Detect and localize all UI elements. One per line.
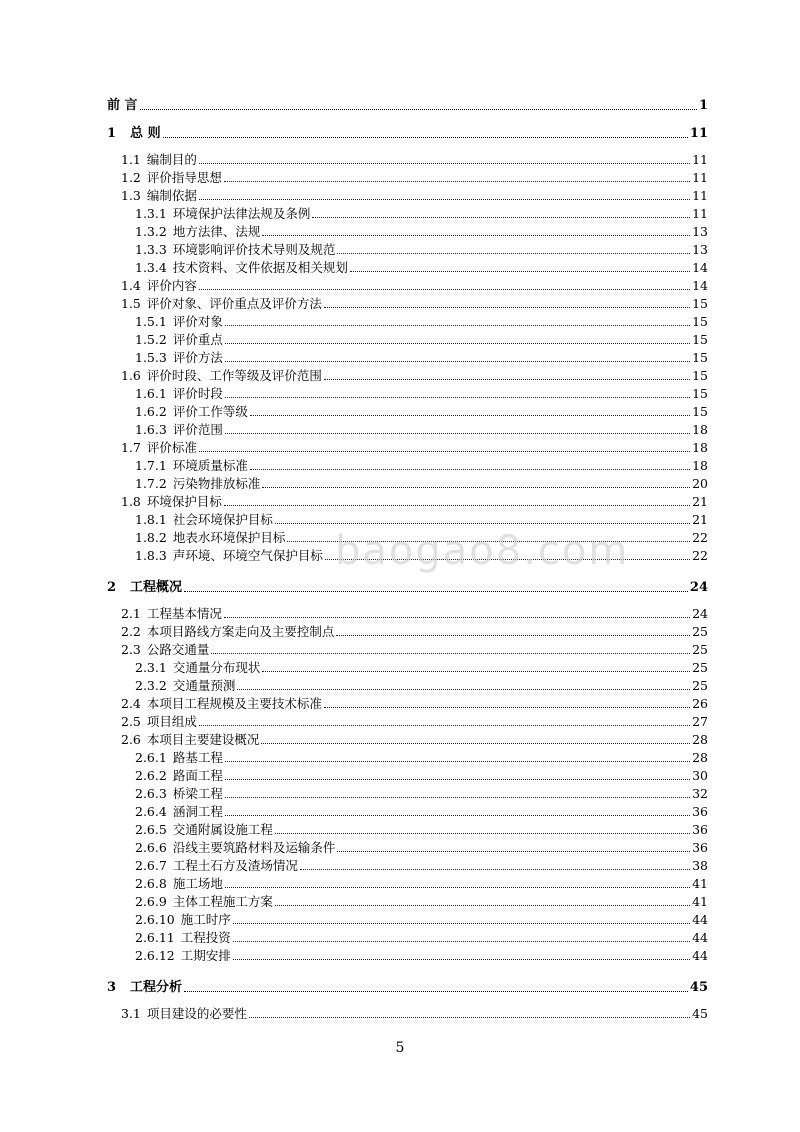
toc-entry[interactable] — [135, 658, 708, 676]
toc-entry-number: 1 — [107, 126, 117, 141]
toc-dot-leader — [337, 851, 690, 852]
toc-dot-leader — [199, 163, 690, 164]
toc-entry-page: 20 — [692, 476, 708, 491]
toc-entry-title: 主体工程施工方案 — [172, 894, 273, 909]
toc-entry-number: 2 — [107, 580, 117, 595]
toc-dot-leader — [261, 743, 690, 744]
toc-dot-leader — [211, 653, 690, 654]
toc-dot-leader — [262, 671, 690, 672]
toc-dot-leader — [224, 181, 690, 182]
toc-entry-number: 3.1 — [121, 1006, 141, 1021]
toc-entry[interactable] — [107, 578, 708, 596]
toc-entry[interactable] — [135, 528, 708, 546]
toc-entry-page: 32 — [692, 786, 708, 801]
toc-entry[interactable] — [121, 640, 708, 658]
toc-dot-leader — [184, 991, 688, 992]
toc-entry-title: 污染物排放标准 — [172, 476, 261, 491]
toc-entry-page: 25 — [692, 624, 708, 639]
toc-entry-number: 2.6.5 — [135, 822, 167, 837]
toc-entry-page: 24 — [692, 606, 708, 621]
toc-entry-title: 工程分析 — [130, 980, 183, 995]
toc-dot-leader — [324, 307, 690, 308]
toc-entry-page: 30 — [692, 768, 708, 783]
toc-dot-leader — [225, 761, 690, 762]
toc-entry-number: 1.7 — [121, 440, 141, 455]
toc-entry[interactable] — [135, 784, 708, 802]
toc-entry-title: 本项目路线方案走向及主要控制点 — [146, 624, 335, 639]
toc-entry-page: 38 — [692, 858, 708, 873]
toc-entry-title: 声环境、环境空气保护目标 — [172, 548, 323, 563]
toc-dot-leader — [199, 451, 690, 452]
toc-dot-leader — [312, 217, 690, 218]
toc-dot-leader — [225, 815, 690, 816]
toc-entry-page: 36 — [692, 804, 708, 819]
toc-entry-number: 1.3 — [121, 188, 141, 203]
toc-entry[interactable] — [107, 96, 708, 114]
toc-entry-title: 地表水环境保护目标 — [172, 530, 286, 545]
toc-entry-page: 15 — [692, 350, 708, 365]
toc-dot-leader — [233, 941, 690, 942]
toc-entry-page: 18 — [692, 458, 708, 473]
toc-dot-leader — [336, 635, 690, 636]
toc-entry[interactable] — [135, 420, 708, 438]
toc-entry-page: 36 — [692, 822, 708, 837]
toc-entry-page: 26 — [692, 696, 708, 711]
toc-entry-page: 11 — [689, 126, 708, 141]
toc-entry-title: 评价范围 — [172, 422, 223, 437]
toc-entry-title: 本项目主要建设概况 — [146, 732, 260, 747]
toc-dot-leader — [233, 923, 690, 924]
toc-entry-number: 1.6.1 — [135, 386, 167, 401]
toc-entry-page: 24 — [689, 580, 708, 595]
toc-entry[interactable] — [107, 124, 708, 142]
toc-entry-number: 2.6.2 — [135, 768, 167, 783]
toc-dot-leader — [287, 541, 690, 542]
toc-entry-title: 工程基本情况 — [146, 606, 222, 621]
toc-entry-number: 1.3.4 — [135, 260, 167, 275]
toc-entry[interactable] — [135, 838, 708, 856]
toc-entry-page: 15 — [692, 368, 708, 383]
toc-entry-page: 45 — [692, 1006, 708, 1021]
toc-entry-number: 1.7.2 — [135, 476, 167, 491]
toc-entry-page: 28 — [692, 750, 708, 765]
toc-entry[interactable] — [135, 474, 708, 492]
toc-dot-leader — [225, 343, 690, 344]
toc-entry-title: 施工场地 — [172, 876, 223, 891]
toc-entry-number: 2.2 — [121, 624, 141, 639]
toc-dot-leader — [262, 487, 690, 488]
toc-entry-number: 2.1 — [121, 606, 141, 621]
toc-entry-page: 25 — [692, 642, 708, 657]
toc-entry[interactable] — [121, 438, 708, 456]
toc-entry[interactable] — [135, 910, 708, 928]
toc-dot-leader — [250, 469, 690, 470]
toc-entry-page: 36 — [692, 840, 708, 855]
toc-dot-leader — [140, 109, 697, 110]
toc-dot-leader — [350, 271, 690, 272]
toc-entry-page: 22 — [692, 530, 708, 545]
toc-entry[interactable] — [135, 402, 708, 420]
toc-dot-leader — [199, 289, 690, 290]
toc-entry-title: 评价对象、评价重点及评价方法 — [146, 296, 322, 311]
toc-entry[interactable] — [121, 492, 708, 510]
toc-entry-page: 44 — [692, 930, 708, 945]
toc-entry-page: 27 — [692, 714, 708, 729]
toc-entry-title: 评价方法 — [172, 350, 223, 365]
toc-dot-leader — [225, 779, 690, 780]
toc-entry[interactable] — [135, 312, 708, 330]
toc-entry-title: 评价时段、工作等级及评价范围 — [146, 368, 322, 383]
toc-entry-title: 环境保护目标 — [146, 494, 222, 509]
toc-dot-leader — [325, 559, 690, 560]
toc-dot-leader — [275, 523, 690, 524]
toc-entry-number: 2.6.7 — [135, 858, 167, 873]
toc-entry-title: 环境影响评价技术导则及规范 — [172, 242, 336, 257]
toc-entry-number: 1.1 — [121, 152, 141, 167]
toc-entry[interactable] — [121, 1004, 708, 1022]
toc-entry[interactable] — [121, 712, 708, 730]
toc-entry-title: 工期安排 — [180, 948, 231, 963]
toc-entry[interactable] — [135, 456, 708, 474]
toc-entry-number: 2.6.4 — [135, 804, 167, 819]
toc-entry-title: 总 则 — [130, 126, 161, 141]
toc-entry[interactable] — [135, 676, 708, 694]
toc-dot-leader — [224, 617, 690, 618]
toc-entry[interactable] — [121, 294, 708, 312]
toc-entry-title: 交通量预测 — [172, 678, 236, 693]
toc-entry-title: 评价时段 — [172, 386, 223, 401]
toc-entry[interactable] — [121, 168, 708, 186]
toc-entry-title: 路面工程 — [172, 768, 223, 783]
toc-entry-number: 2.3.2 — [135, 678, 167, 693]
toc-entry-page: 1 — [698, 98, 708, 113]
toc-entry-number: 2.6.1 — [135, 750, 167, 765]
toc-dot-leader — [337, 253, 690, 254]
toc-entry[interactable] — [135, 348, 708, 366]
toc-entry-title: 评价工作等级 — [172, 404, 248, 419]
toc-entry-number: 1.6.3 — [135, 422, 167, 437]
toc-entry-number: 3 — [107, 980, 117, 995]
toc-entry[interactable] — [135, 510, 708, 528]
toc-entry-page: 41 — [692, 894, 708, 909]
toc-entry-number: 2.3 — [121, 642, 141, 657]
toc-entry-page: 44 — [692, 948, 708, 963]
toc-entry[interactable] — [135, 204, 708, 222]
toc-dot-leader — [199, 725, 690, 726]
toc-entry-title: 涵洞工程 — [172, 804, 223, 819]
toc-entry-page: 11 — [692, 206, 708, 221]
watermark: baogao8.com — [335, 528, 630, 574]
toc-entry[interactable] — [121, 276, 708, 294]
toc-dot-leader — [225, 433, 690, 434]
toc-entry-title: 施工时序 — [180, 912, 231, 927]
toc-entry-number: 2.4 — [121, 696, 141, 711]
toc-entry-title: 评价重点 — [172, 332, 223, 347]
toc-entry[interactable] — [135, 946, 708, 964]
toc-entry[interactable] — [135, 892, 708, 910]
toc-dot-leader — [225, 797, 690, 798]
toc-entry[interactable] — [135, 802, 708, 820]
toc-dot-leader — [237, 689, 690, 690]
toc-entry-title: 项目组成 — [146, 714, 197, 729]
toc-dot-leader — [324, 707, 690, 708]
toc-entry-number: 2.6.11 — [135, 930, 175, 945]
toc-dot-leader — [225, 325, 690, 326]
toc-entry[interactable] — [135, 856, 708, 874]
toc-entry-page: 21 — [692, 512, 708, 527]
toc-entry-title: 评价标准 — [146, 440, 197, 455]
toc-entry-page: 25 — [692, 678, 708, 693]
toc-entry-title: 工程概况 — [130, 580, 183, 595]
toc-dot-leader — [275, 833, 690, 834]
toc-entry-page: 13 — [692, 224, 708, 239]
toc-entry-page: 15 — [692, 332, 708, 347]
toc-entry[interactable] — [121, 622, 708, 640]
toc-entry-page: 18 — [692, 422, 708, 437]
toc-entry-title: 编制目的 — [146, 152, 197, 167]
toc-entry-number: 2.6.3 — [135, 786, 167, 801]
toc-entry-page: 15 — [692, 404, 708, 419]
toc-entry[interactable] — [121, 186, 708, 204]
toc-entry[interactable] — [135, 820, 708, 838]
toc-entry[interactable] — [135, 874, 708, 892]
toc-dot-leader — [199, 199, 690, 200]
toc-entry[interactable] — [121, 730, 708, 748]
toc-entry-number: 1.5.3 — [135, 350, 167, 365]
toc-dot-leader — [225, 397, 690, 398]
toc-entry-page: 14 — [692, 278, 708, 293]
toc-entry[interactable] — [135, 766, 708, 784]
toc-entry-title: 环境保护法律法规及条例 — [172, 206, 311, 221]
toc-entry-page: 22 — [692, 548, 708, 563]
toc-dot-leader — [233, 959, 690, 960]
toc-entry-number: 1.4 — [121, 278, 141, 293]
toc-entry-page: 15 — [692, 314, 708, 329]
toc-dot-leader — [184, 591, 688, 592]
toc-entry-title: 桥梁工程 — [172, 786, 223, 801]
toc-entry-title: 评价指导思想 — [146, 170, 222, 185]
toc-entry-number: 1.6 — [121, 368, 141, 383]
toc-entry-number: 1.5.1 — [135, 314, 167, 329]
toc-entry-page: 11 — [692, 152, 708, 167]
toc-entry[interactable] — [135, 928, 708, 946]
toc-entry-number: 2.3.1 — [135, 660, 167, 675]
toc-entry-page: 45 — [689, 980, 708, 995]
toc-entry-number: 1.5 — [121, 296, 141, 311]
toc-entry-title: 地方法律、法规 — [172, 224, 261, 239]
toc-entry-number: 2.6.10 — [135, 912, 175, 927]
toc-entry-title: 社会环境保护目标 — [172, 512, 273, 527]
toc-entry-number: 1.3.3 — [135, 242, 167, 257]
page-number: 5 — [395, 1040, 405, 1056]
toc-entry[interactable] — [121, 694, 708, 712]
toc-dot-leader — [225, 361, 690, 362]
toc-entry[interactable] — [135, 240, 708, 258]
toc-entry-number: 1.6.2 — [135, 404, 167, 419]
toc-entry-page: 41 — [692, 876, 708, 891]
toc-entry-title: 项目建设的必要性 — [146, 1006, 247, 1021]
toc-entry-page: 25 — [692, 660, 708, 675]
toc-entry-title: 交通附属设施工程 — [172, 822, 273, 837]
toc-dot-leader — [224, 505, 690, 506]
toc-entry[interactable] — [107, 978, 708, 996]
toc-entry-page: 11 — [692, 188, 708, 203]
toc-entry-title: 路基工程 — [172, 750, 223, 765]
toc-entry-number: 2.6.12 — [135, 948, 175, 963]
toc-entry-page: 13 — [692, 242, 708, 257]
toc-entry-number: 1.3.1 — [135, 206, 167, 221]
toc-entry[interactable] — [135, 258, 708, 276]
toc-entry-title: 环境质量标准 — [172, 458, 248, 473]
toc-entry-number: 1.8.3 — [135, 548, 167, 563]
toc-dot-leader — [262, 235, 690, 236]
toc-entry-title: 技术资料、文件依据及相关规划 — [172, 260, 348, 275]
toc-entry-page: 28 — [692, 732, 708, 747]
toc-dot-leader — [250, 415, 690, 416]
toc-entry-page: 15 — [692, 296, 708, 311]
toc-dot-leader — [300, 869, 690, 870]
toc-entry-number: 2.6.8 — [135, 876, 167, 891]
toc-entry-number: 2.6.9 — [135, 894, 167, 909]
toc-entry-page: 14 — [692, 260, 708, 275]
toc-dot-leader — [225, 887, 690, 888]
toc-entry-number: 1.5.2 — [135, 332, 167, 347]
toc-dot-leader — [163, 137, 688, 138]
toc-entry-number: 1.2 — [121, 170, 141, 185]
toc-entry-title: 公路交通量 — [146, 642, 210, 657]
toc-entry[interactable] — [121, 366, 708, 384]
toc-entry-number: 2.6.6 — [135, 840, 167, 855]
toc-entry[interactable] — [135, 748, 708, 766]
toc-entry[interactable] — [121, 150, 708, 168]
toc-entry-number: 1.7.1 — [135, 458, 167, 473]
toc-entry[interactable] — [121, 604, 708, 622]
toc-entry-number: 1.8 — [121, 494, 141, 509]
toc-entry-title: 评价内容 — [146, 278, 197, 293]
toc-entry-number: 2.6 — [121, 732, 141, 747]
toc-entry[interactable] — [135, 384, 708, 402]
toc-entry-title: 工程投资 — [180, 930, 231, 945]
toc-entry-title: 前 言 — [107, 98, 138, 113]
toc-entry-title: 评价对象 — [172, 314, 223, 329]
toc-entry-title: 本项目工程规模及主要技术标准 — [146, 696, 322, 711]
toc-entry[interactable] — [135, 546, 708, 564]
toc-entry-page: 15 — [692, 386, 708, 401]
toc-entry-page: 18 — [692, 440, 708, 455]
toc-entry-number: 1.8.1 — [135, 512, 167, 527]
toc-entry-number: 1.8.2 — [135, 530, 167, 545]
toc-entry-title: 编制依据 — [146, 188, 197, 203]
toc-entry-title: 工程土石方及渣场情况 — [172, 858, 298, 873]
toc-entry-number: 1.3.2 — [135, 224, 167, 239]
toc-dot-leader — [249, 1017, 690, 1018]
toc-dot-leader — [275, 905, 690, 906]
toc-entry[interactable] — [135, 330, 708, 348]
toc-entry-title: 交通量分布现状 — [172, 660, 261, 675]
toc-entry-number: 2.5 — [121, 714, 141, 729]
toc-dot-leader — [324, 379, 690, 380]
toc-entry-page: 21 — [692, 494, 708, 509]
toc-entry-page: 11 — [692, 170, 708, 185]
toc-entry[interactable] — [135, 222, 708, 240]
toc-entry-title: 沿线主要筑路材料及运输条件 — [172, 840, 336, 855]
toc-entry-page: 44 — [692, 912, 708, 927]
